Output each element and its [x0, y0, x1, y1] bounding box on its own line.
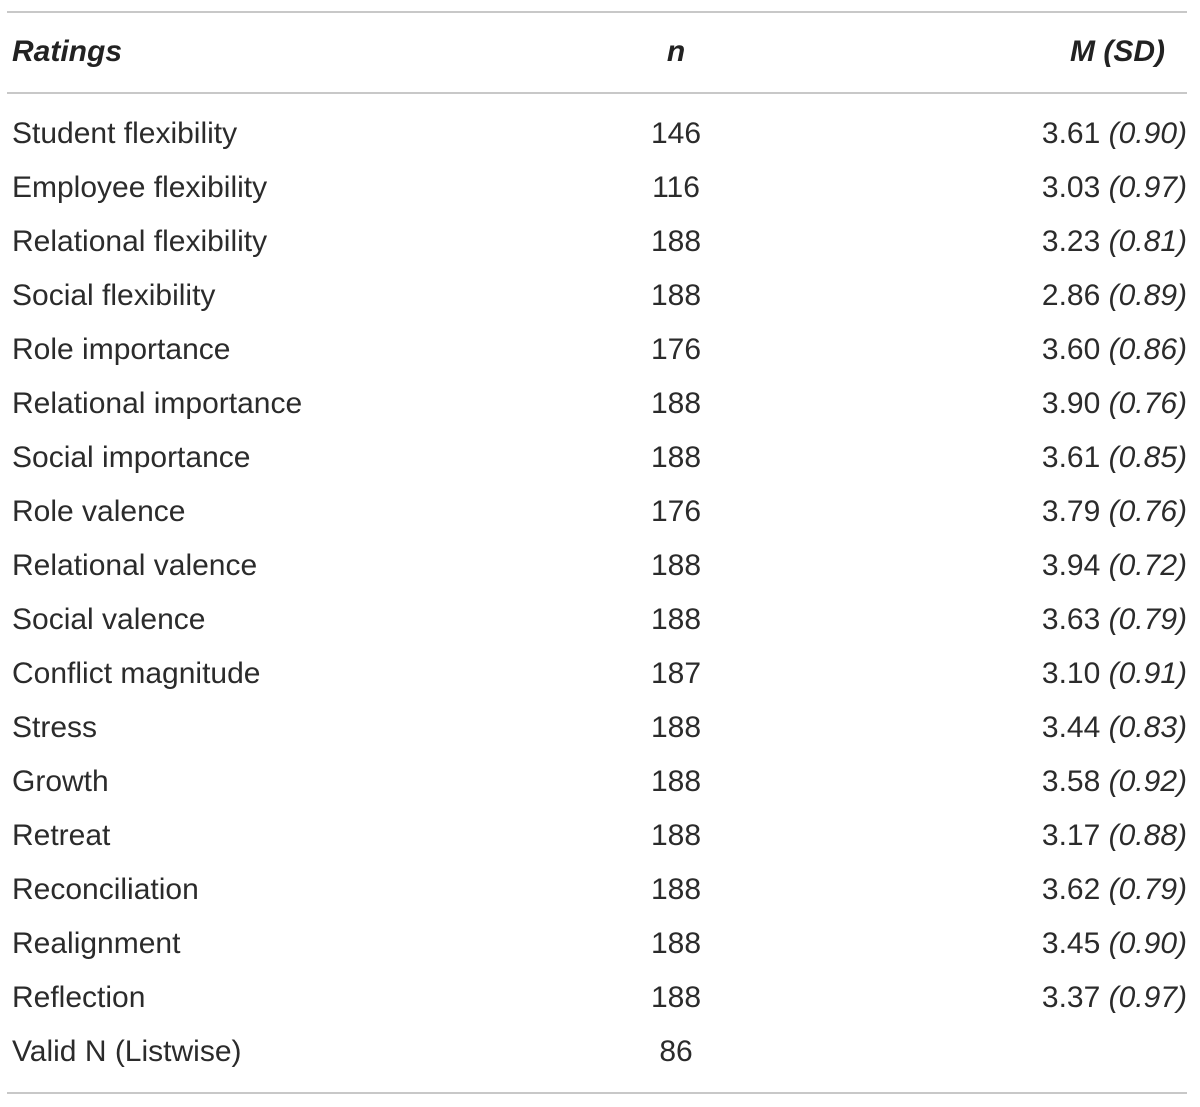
- header-rule: [7, 92, 1187, 94]
- table-row: [7, 647, 1187, 701]
- table-row: [7, 323, 1187, 377]
- row-mean: 3.58: [1041, 765, 1101, 798]
- row-mean: 3.45: [1041, 927, 1101, 960]
- row-m-sd: [1042, 431, 1187, 485]
- row-label: Relational importance: [12, 387, 303, 420]
- row-n: 188: [650, 873, 702, 906]
- row-sd: (0.83): [1108, 711, 1187, 744]
- row-m-sd: [1042, 323, 1187, 377]
- row-mean: 3.23: [1041, 225, 1101, 258]
- row-sd: (0.97): [1108, 981, 1187, 1014]
- table-row: [7, 161, 1187, 215]
- row-mean: 3.79: [1041, 495, 1101, 528]
- row-sd: (0.90): [1108, 117, 1187, 150]
- row-n: 188: [650, 765, 702, 798]
- row-sd: (0.85): [1108, 441, 1187, 474]
- header-n: n: [666, 35, 686, 68]
- row-mean: 3.90: [1041, 387, 1101, 420]
- table-row: [7, 701, 1187, 755]
- row-mean: 3.03: [1041, 171, 1101, 204]
- header-m-sd: M (SD): [1070, 35, 1165, 68]
- row-m-sd: [1042, 809, 1187, 863]
- row-m-sd: [1042, 863, 1187, 917]
- row-label: Retreat: [12, 819, 111, 852]
- valid-n-label: Valid N (Listwise): [12, 1035, 242, 1068]
- row-mean: 3.61: [1041, 441, 1101, 474]
- row-m-sd: [1042, 647, 1187, 701]
- row-mean: 3.44: [1041, 711, 1101, 744]
- row-mean: 3.61: [1041, 117, 1101, 150]
- row-m-sd: [1042, 161, 1187, 215]
- table-row: [7, 107, 1187, 161]
- table-row: [7, 377, 1187, 431]
- row-n: 188: [650, 225, 702, 258]
- row-sd: (0.79): [1108, 603, 1187, 636]
- row-sd: (0.86): [1108, 333, 1187, 366]
- row-sd: (0.89): [1108, 279, 1187, 312]
- row-m-sd: [1042, 917, 1187, 971]
- table-row: [7, 863, 1187, 917]
- row-m-sd: [1042, 593, 1187, 647]
- row-n: 188: [650, 603, 702, 636]
- row-n: 188: [650, 549, 702, 582]
- table-row: [7, 593, 1187, 647]
- row-mean: 3.60: [1041, 333, 1101, 366]
- row-n: 188: [650, 279, 702, 312]
- valid-n-value: 86: [659, 1035, 693, 1068]
- row-label: Relational valence: [12, 549, 258, 582]
- row-n: 188: [650, 441, 702, 474]
- table-header-row: [7, 25, 1187, 79]
- row-label: Reflection: [12, 981, 146, 1014]
- row-sd: (0.81): [1108, 225, 1187, 258]
- table-row: [7, 431, 1187, 485]
- row-label: Role valence: [12, 495, 186, 528]
- row-m-sd: [1042, 485, 1187, 539]
- row-sd: (0.76): [1108, 495, 1187, 528]
- row-m-sd: [1042, 539, 1187, 593]
- header-ratings: Ratings: [12, 35, 123, 68]
- row-label: Role importance: [12, 333, 231, 366]
- row-m-sd: [1042, 269, 1187, 323]
- row-n: 188: [650, 981, 702, 1014]
- row-label: Realignment: [12, 927, 181, 960]
- row-sd: (0.91): [1108, 657, 1187, 690]
- row-n: 176: [650, 333, 702, 366]
- row-label: Relational flexibility: [12, 225, 268, 258]
- table-row: [7, 755, 1187, 809]
- row-label: Student flexibility: [12, 117, 238, 150]
- row-m-sd: [1042, 701, 1187, 755]
- row-label: Reconciliation: [12, 873, 199, 906]
- row-mean: 3.37: [1041, 981, 1101, 1014]
- row-sd: (0.97): [1108, 171, 1187, 204]
- row-n: 116: [652, 171, 700, 204]
- row-m-sd: [1042, 377, 1187, 431]
- row-m-sd: [1042, 755, 1187, 809]
- row-n: 188: [650, 711, 702, 744]
- row-n: 187: [650, 657, 702, 690]
- row-label: Social importance: [12, 441, 251, 474]
- row-sd: (0.88): [1108, 819, 1187, 852]
- valid-n-row: [7, 1025, 1187, 1079]
- row-mean: 3.63: [1041, 603, 1101, 636]
- row-n: 188: [650, 819, 702, 852]
- row-m-sd: [1042, 971, 1187, 1025]
- table-row: [7, 917, 1187, 971]
- row-mean: 2.86: [1041, 279, 1101, 312]
- row-label: Social valence: [12, 603, 206, 636]
- table-row: [7, 971, 1187, 1025]
- row-mean: 3.94: [1041, 549, 1101, 582]
- row-label: Social flexibility: [12, 279, 216, 312]
- bottom-rule: [7, 1092, 1187, 1094]
- row-label: Conflict magnitude: [12, 657, 261, 690]
- row-n: 176: [650, 495, 702, 528]
- table-row: [7, 485, 1187, 539]
- row-sd: (0.76): [1108, 387, 1187, 420]
- row-n: 188: [650, 387, 702, 420]
- row-mean: 3.17: [1041, 819, 1101, 852]
- row-label: Growth: [12, 765, 109, 798]
- row-n: 146: [650, 117, 702, 150]
- table-row: [7, 269, 1187, 323]
- row-n: 188: [650, 927, 702, 960]
- row-m-sd: [1042, 107, 1187, 161]
- row-label: Stress: [12, 711, 98, 744]
- row-label: Employee flexibility: [12, 171, 268, 204]
- table-row: [7, 809, 1187, 863]
- row-mean: 3.62: [1041, 873, 1101, 906]
- row-m-sd: [1042, 215, 1187, 269]
- table-row: [7, 539, 1187, 593]
- row-sd: (0.79): [1108, 873, 1187, 906]
- row-sd: (0.90): [1108, 927, 1187, 960]
- row-sd: (0.72): [1108, 549, 1187, 582]
- table-row: [7, 215, 1187, 269]
- row-sd: (0.92): [1108, 765, 1187, 798]
- row-mean: 3.10: [1041, 657, 1101, 690]
- top-rule: [7, 11, 1187, 13]
